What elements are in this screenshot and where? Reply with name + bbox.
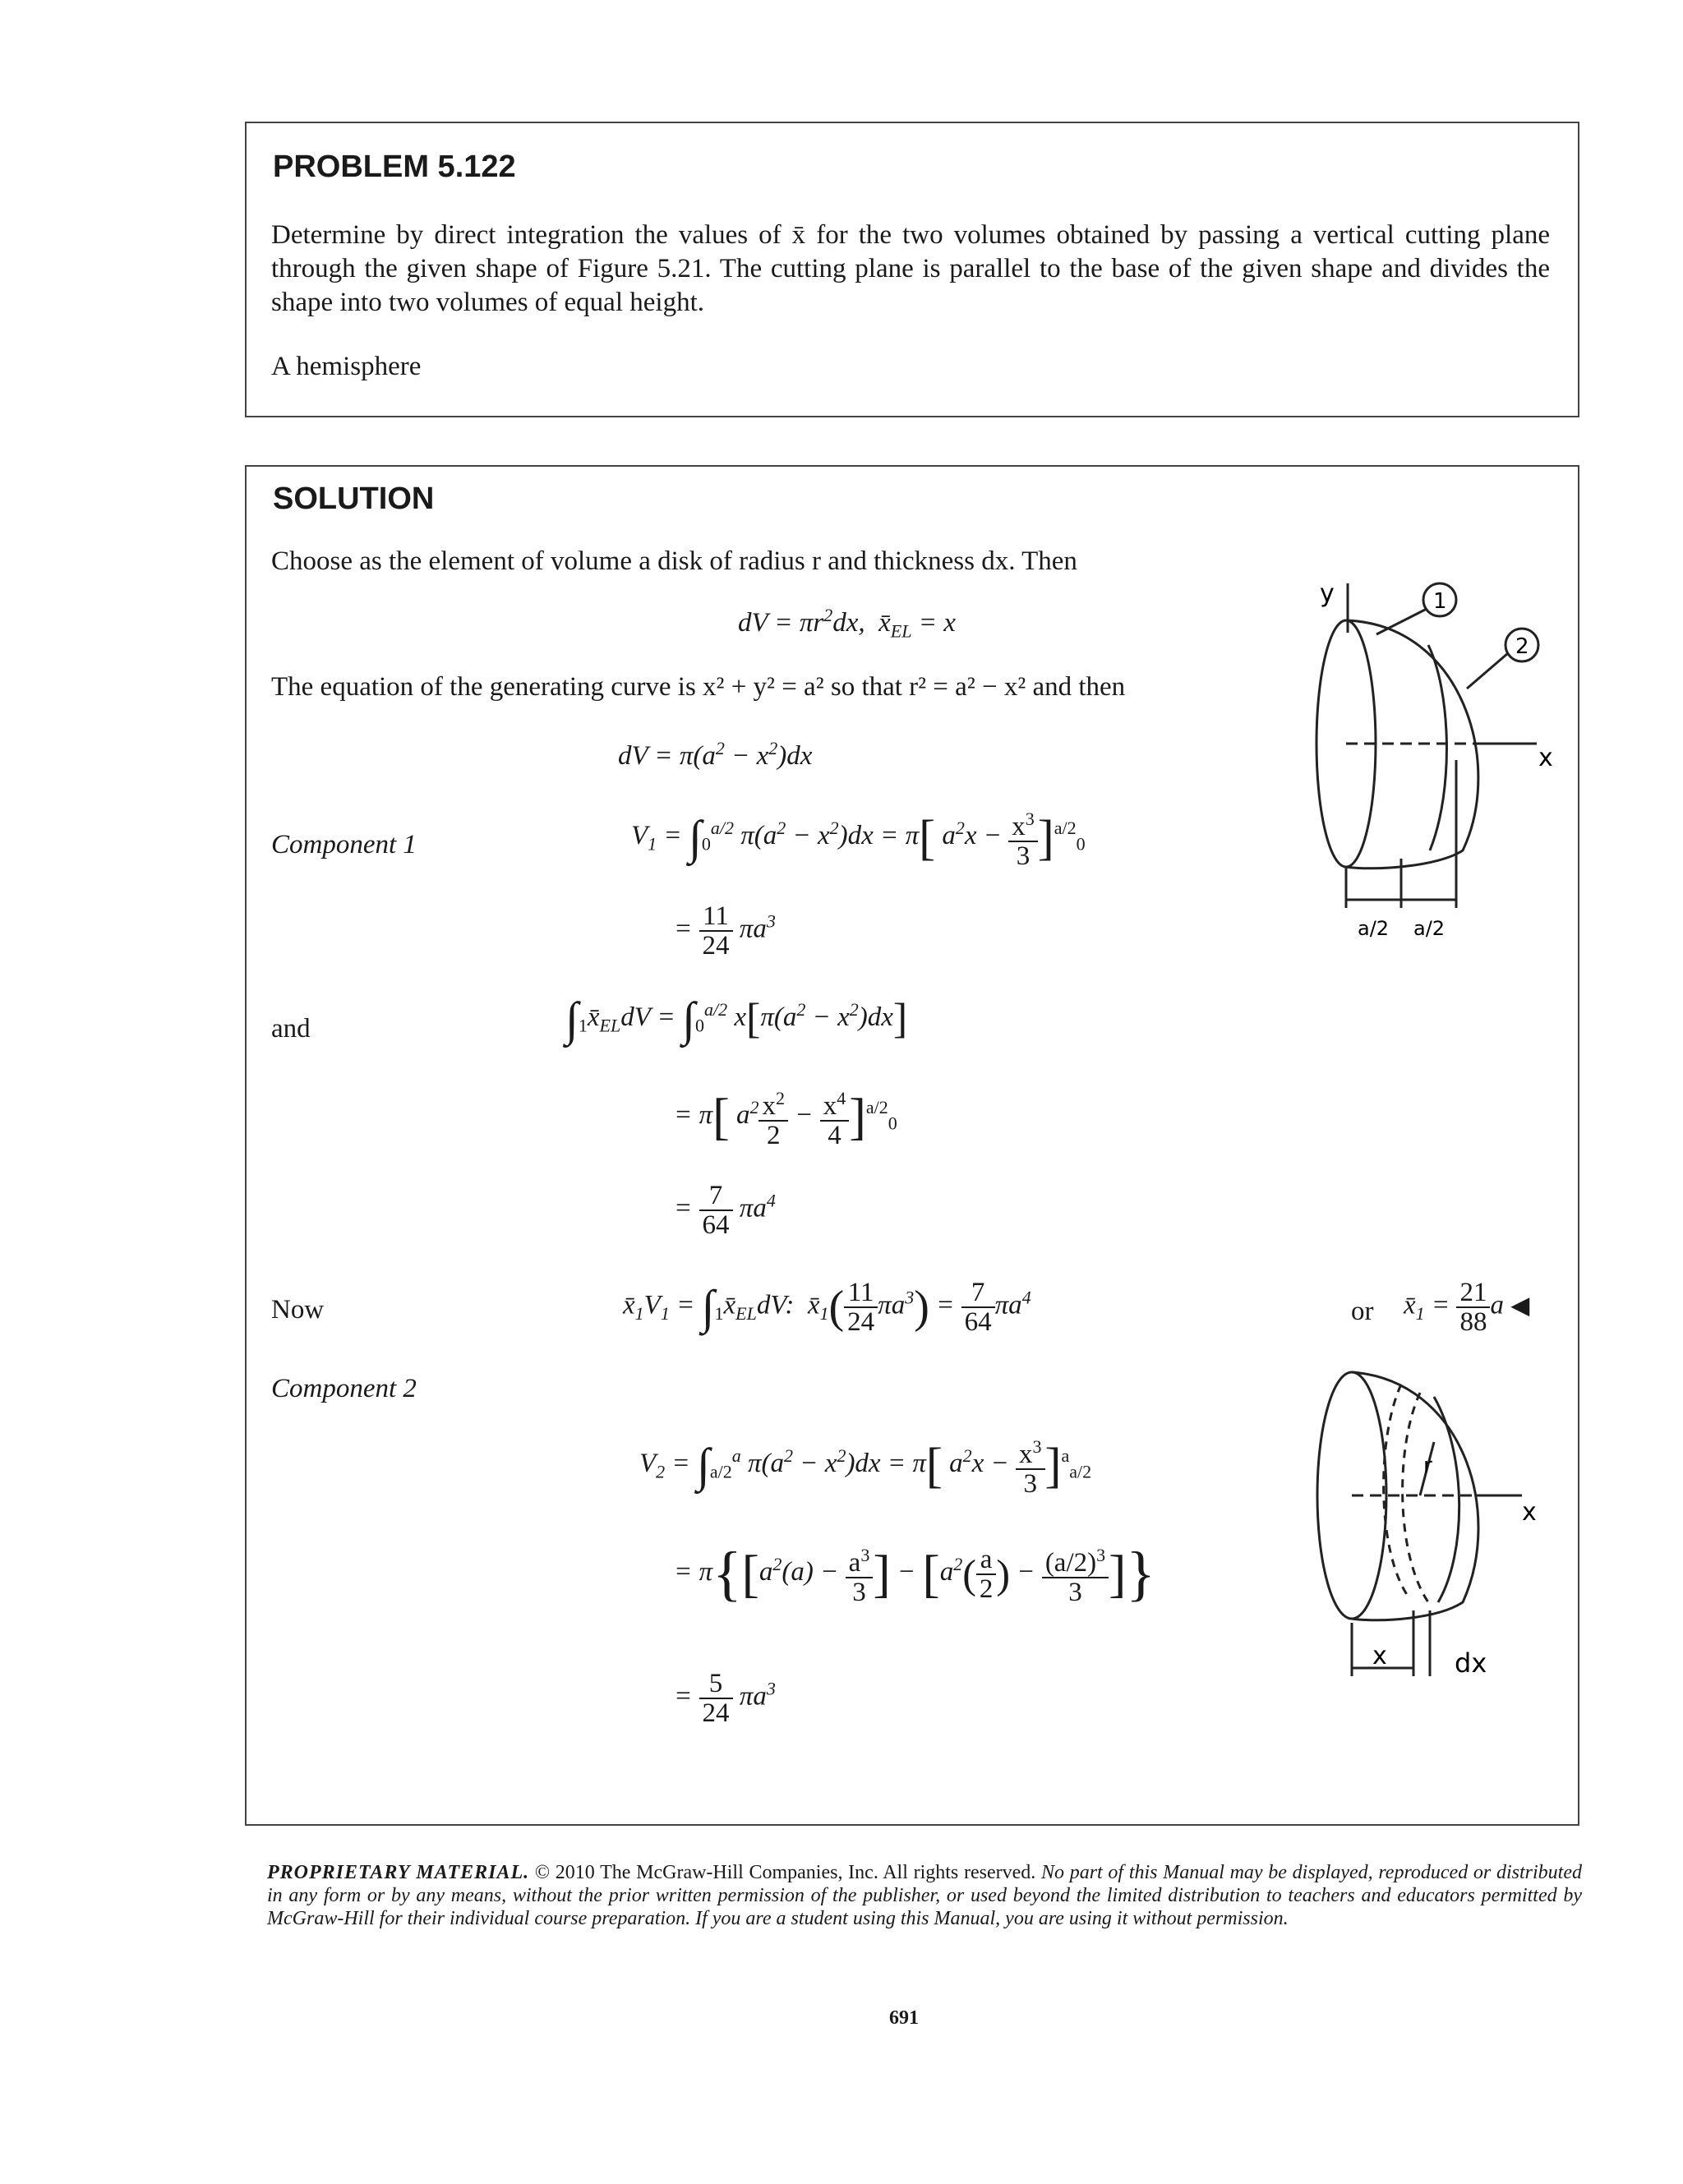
figure-hemisphere-disk-element [1298,1364,1578,1709]
footer-brand: PROPRIETARY MATERIAL. [267,1862,530,1883]
component2-label: Component 2 [271,1374,417,1403]
problem-title: PROBLEM 5.122 [273,150,516,184]
now-label: Now [271,1295,325,1325]
eq-dv2: dV = $\pi(a^2 - x^2)dx$ [618,738,813,771]
component1-label: Component 1 [271,830,417,859]
figure2-dim-x: x [1372,1642,1387,1670]
page-number: 691 [889,2007,919,2029]
eq-int-xdv1-result: = $\frac{7}{64}$ $\pi a^4$ [674,1181,776,1240]
result-x1: $x̄_1$ = $\frac{21}{88}$ a ◀ [1404,1278,1530,1337]
eq-v1: $V_1 = \int_0^{a/2}$ $\pi(a^2 - x^2)dx = \pi$[ $a^2x$ − $\frac{x^3}{3}$ ]$^{a/2}_0$ [631,809,1086,871]
or-label: or [1351,1297,1374,1326]
eq-v1-result: = $\frac{11}{24}$ $\pi a^3$ [674,901,776,961]
footer-copyright: © 2010 The McGraw-Hill Companies, Inc. All rights reserved. [534,1862,1036,1883]
curve-text: The equation of the generating curve is x² + y² = a² so that r² = a² − x² and then [271,672,1126,702]
footer-text: No part of this Manual may be displayed, reproduced or distributed in any form or by any means, without the prior written permission of the publisher, or used beyond the limited distribution to teachers and educators permitted by McGraw-Hill for their individual course preparation. If you are a student using this Manual, you are using it without permission. [267,1862,1582,1929]
eq-v2: $V_2 = \int_{a/2}^a$ $\pi(a^2 - x^2)dx = \pi$[ $a^2x$ − $\frac{x^3}{3}$ ]$^a_{a/2}$ [639,1436,1092,1499]
eq-v2-step: = $\pi\{[a^2(a)$ − $\frac{a^3}{3}$ ] − [$a^2$( $\frac{a}{2}$ ) − $\frac{(a/2)^3}{3}$ ]} [674,1540,1155,1608]
problem-shape: A hemisphere [271,352,422,381]
figure2-dim-dx: dx [1455,1647,1487,1679]
solution-title: SOLUTION [273,481,435,516]
eq-x1v1: $x̄_1V_1$ = $\int_1x̄_{EL}dV$: $x̄_1$( $\frac{11}{24}$ $\pi a^3$) = $\frac{7}{64}$ $\pi a^4$ [623,1278,1031,1337]
figure1-axis-x: x [1538,744,1553,772]
figure1-axis-y: y [1320,579,1335,608]
eq-dv: dV = $\pi r^2dx$, $x̄_{EL} = x$ [738,605,956,642]
eq-int-xdv1-step: = π[ $a^2$ $\frac{x^2}{2}$ − $\frac{x^4}{4}$ ]$^{a/2}_0$ [674,1088,897,1150]
solution-intro: Choose as the element of volume a disk of radius r and thickness dx. Then [271,546,1077,576]
and-label: and [271,1014,311,1044]
figure1-marker2: 2 [1515,634,1529,659]
figure2-radius: r [1423,1454,1432,1478]
figure1-marker1: 1 [1433,589,1447,614]
footer-notice [267,1861,1582,1930]
figure-hemisphere-components [1298,575,1578,945]
figure2-axis-x: x [1522,1498,1537,1527]
figure1-dim1: a/2 [1358,917,1390,940]
eq-int-xdv1: $\int_1x̄_{EL}dV = \int_0^{a/2}$ $x[\pi(a^2 - x^2)dx]$ [565,992,908,1046]
problem-statement: Determine by direct integration the values of x̄ for the two volumes obtained by passing a vertical cutting plane through the given shape of Figure 5.21. The cutting plane is parallel to the base of the given shape and divides the shape into two volumes of equal height. [271,220,1550,317]
eq-v2-result: = $\frac{5}{24}$ $\pi a^3$ [674,1669,776,1728]
figure1-dim2: a/2 [1413,917,1446,940]
